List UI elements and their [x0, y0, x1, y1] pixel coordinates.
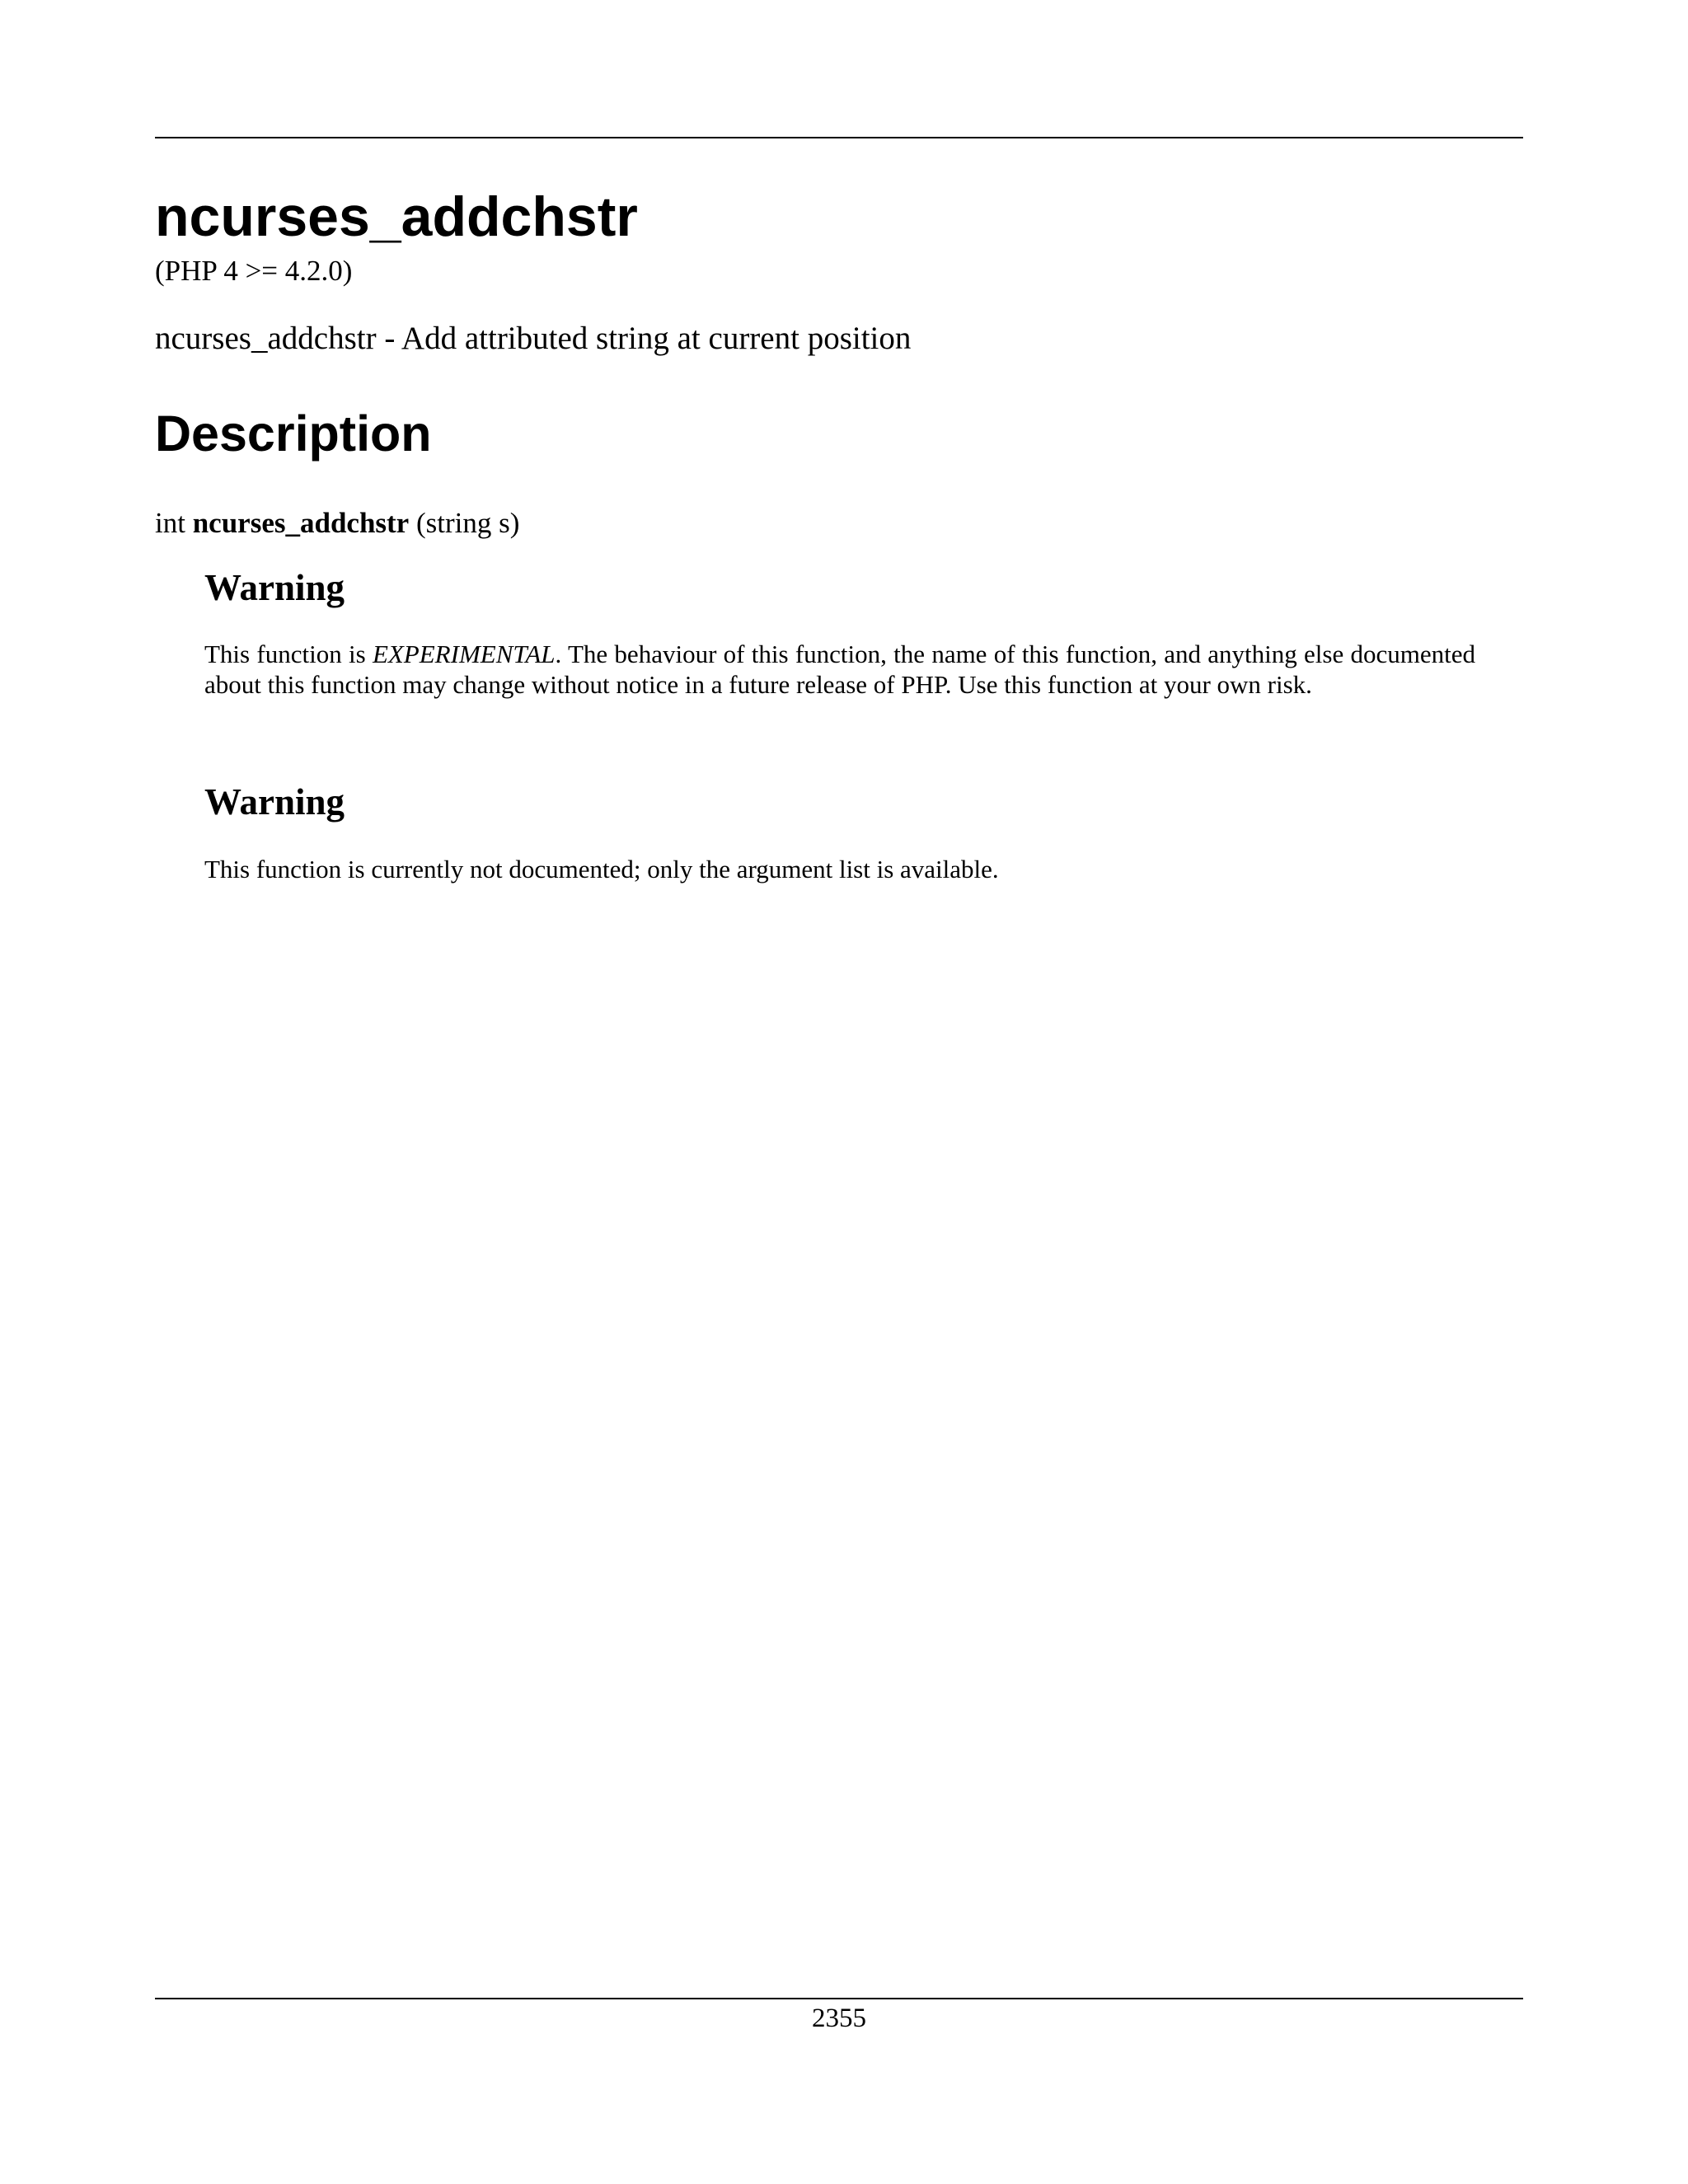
- page-title: ncurses_addchstr: [155, 185, 638, 248]
- function-params: (string s): [415, 507, 520, 539]
- description-heading: Description: [155, 405, 432, 462]
- return-type: int: [155, 507, 185, 539]
- page-number: 2355: [812, 2004, 866, 2033]
- function-name: ncurses_addchstr: [192, 507, 410, 539]
- warning-text-start: This function is: [204, 640, 373, 668]
- warning-text-undocumented: This function is currently not documented; only the argument list is available.: [204, 855, 999, 883]
- warning-emphasis: EXPERIMENTAL: [372, 640, 556, 668]
- warning-text-end: . The behaviour of this function, the name of this function, and anything else documented about this function may change without notice in a future release of PHP. Use this function at your own risk.: [204, 640, 1475, 699]
- function-purpose: ncurses_addchstr - Add attributed string at current position: [155, 321, 912, 356]
- header-rule: [155, 137, 1523, 138]
- footer-rule: [155, 1998, 1523, 1999]
- warning-text-experimental: [204, 639, 1475, 700]
- warning-title-experimental: Warning: [204, 567, 345, 608]
- function-synopsis: [155, 506, 519, 541]
- warning-title-undocumented: Warning: [204, 781, 345, 823]
- version-info: (PHP 4 >= 4.2.0): [155, 255, 353, 287]
